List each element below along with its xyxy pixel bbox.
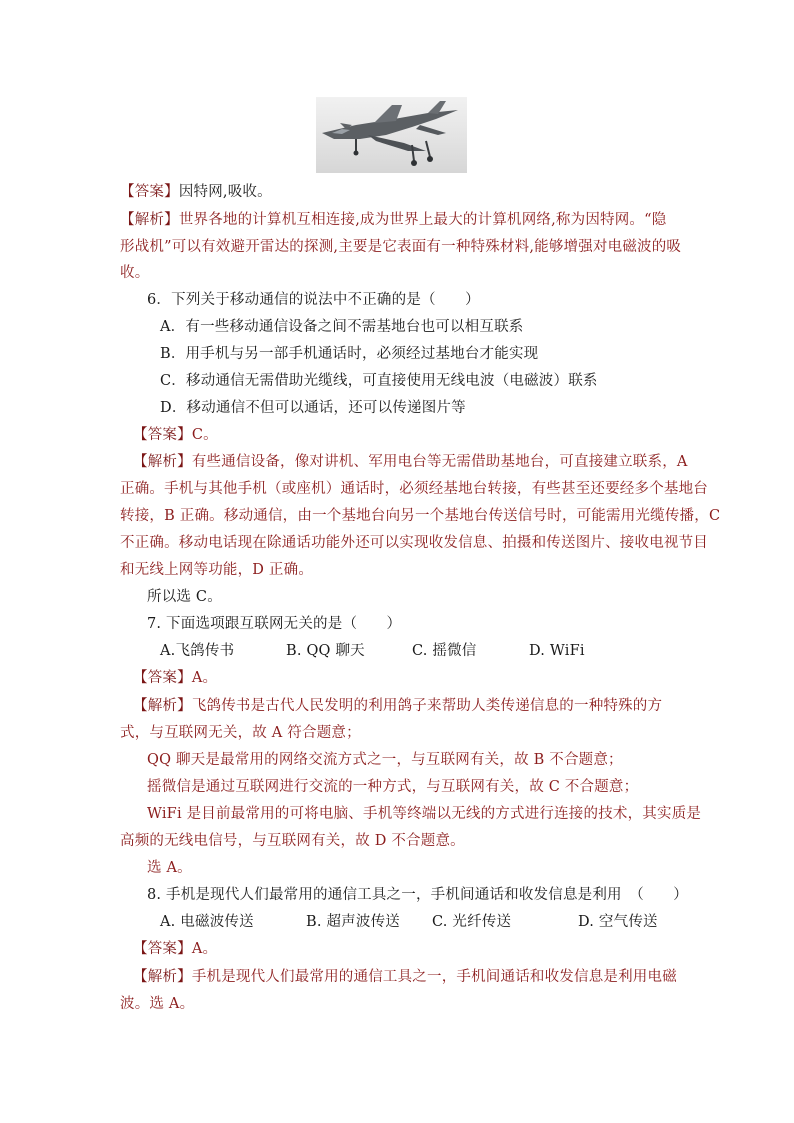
analysis-tag: 【解析】 [133,454,192,470]
question-6-option-b: B．用手机与另一部手机通话时，必须经过基地台才能实现 [160,346,539,362]
question-8-stem: 8. 手机是现代人们最常用的通信工具之一，手机间通话和收发信息是利用 （ ） [147,887,688,903]
jet-icon [316,97,467,173]
analysis-line [133,966,677,988]
answer-tag: 【答案】 [133,427,192,443]
analysis-line [133,451,688,473]
analysis-tag: 【解析】 [133,698,192,714]
answer-tag: 【答案】 [133,670,192,686]
answer-line [133,938,217,960]
answer-line [133,667,217,689]
analysis-line: QQ 聊天是最常用的网络交流方式之一，与互联网有关，故 B 不合题意； [147,752,623,768]
question-6-option-c: C．移动通信无需借助光缆线，可直接使用无线电波（电磁波）联系 [160,373,598,389]
analysis-text: 有些通信设备，像对讲机、军用电台等无需借助基地台，可直接建立联系，A [191,454,688,470]
analysis-line: 转接，B 正确。移动通信，由一个基地台向另一个基地台传送信号时，可能需用光缆传播，C [120,508,721,524]
analysis-line: 高频的无线电信号，与互联网有关，故 D 不合题意。 [120,833,465,849]
question-8-option-a: A. 电磁波传送 [160,914,254,930]
question-6-option-a: A．有一些移动通信设备之间不需基地台也可以相互联系 [160,319,524,335]
answer-text: A。 [191,670,218,686]
analysis-line: 和无线上网等功能，D 正确。 [120,562,314,578]
question-6-stem: 6．下列关于移动通信的说法中不正确的是（ ） [147,292,480,308]
analysis-text: 飞鸽传书是古代人民发明的利用鸽子来帮助人类传递信息的一种特殊的方 [191,698,663,714]
conclusion-line: 选 A。 [147,860,192,876]
analysis-line [120,209,666,231]
question-7-stem: 7. 下面选项跟互联网无关的是（ ） [147,616,402,632]
answer-text: C。 [191,427,218,443]
answer-line [120,181,272,203]
conclusion-line: 所以选 C。 [147,589,222,605]
analysis-tag: 【解析】 [133,969,192,985]
answer-text: A。 [191,941,218,957]
analysis-line: 波。选 A。 [120,996,195,1012]
question-7-option-d: D. WiFi [529,643,585,659]
analysis-line: 不正确。移动电话现在除通话功能外还可以实现收发信息、拍摄和传送图片、接收电视节目 [120,535,708,551]
analysis-line: 收。 [120,265,150,281]
question-7-option-a: A.飞鸽传书 [160,643,235,659]
question-8-option-c: C. 光纤传送 [432,914,512,930]
question-6-option-d: D．移动通信不但可以通话，还可以传递图片等 [160,400,466,416]
analysis-line [133,695,662,717]
question-7-option-b: B. QQ 聊天 [286,643,365,659]
answer-line [133,424,218,446]
answer-text: 因特网,吸收。 [178,184,272,200]
analysis-line: 形战机”可以有效避开雷达的探测,主要是它表面有一种特殊材料,能够增强对电磁波的吸 [120,239,682,255]
analysis-line: 式，与互联网无关，故 A 符合题意； [120,725,361,741]
analysis-text: 世界各地的计算机互相连接,成为世界上最大的计算机网络,称为因特网。“隐 [178,212,667,228]
answer-tag: 【答案】 [133,941,192,957]
analysis-line: WiFi 是目前最常用的可将电脑、手机等终端以无线的方式进行连接的技术，其实质是 [147,806,702,822]
analysis-tag: 【解析】 [120,212,179,228]
question-7-option-c: C. 摇微信 [412,643,477,659]
analysis-text: 手机是现代人们最常用的通信工具之一，手机间通话和收发信息是利用电磁 [191,969,677,985]
question-8-option-b: B. 超声波传送 [306,914,400,930]
answer-tag: 【答案】 [120,184,179,200]
stealth-fighter-jet-image [316,97,467,173]
question-8-option-d: D. 空气传送 [578,914,658,930]
analysis-line: 摇微信是通过互联网进行交流的一种方式，与互联网有关，故 C 不合题意； [147,779,639,795]
analysis-line: 正确。手机与其他手机（或座机）通话时，必须经基地台转接，有些甚至还要经多个基地台 [120,481,708,497]
